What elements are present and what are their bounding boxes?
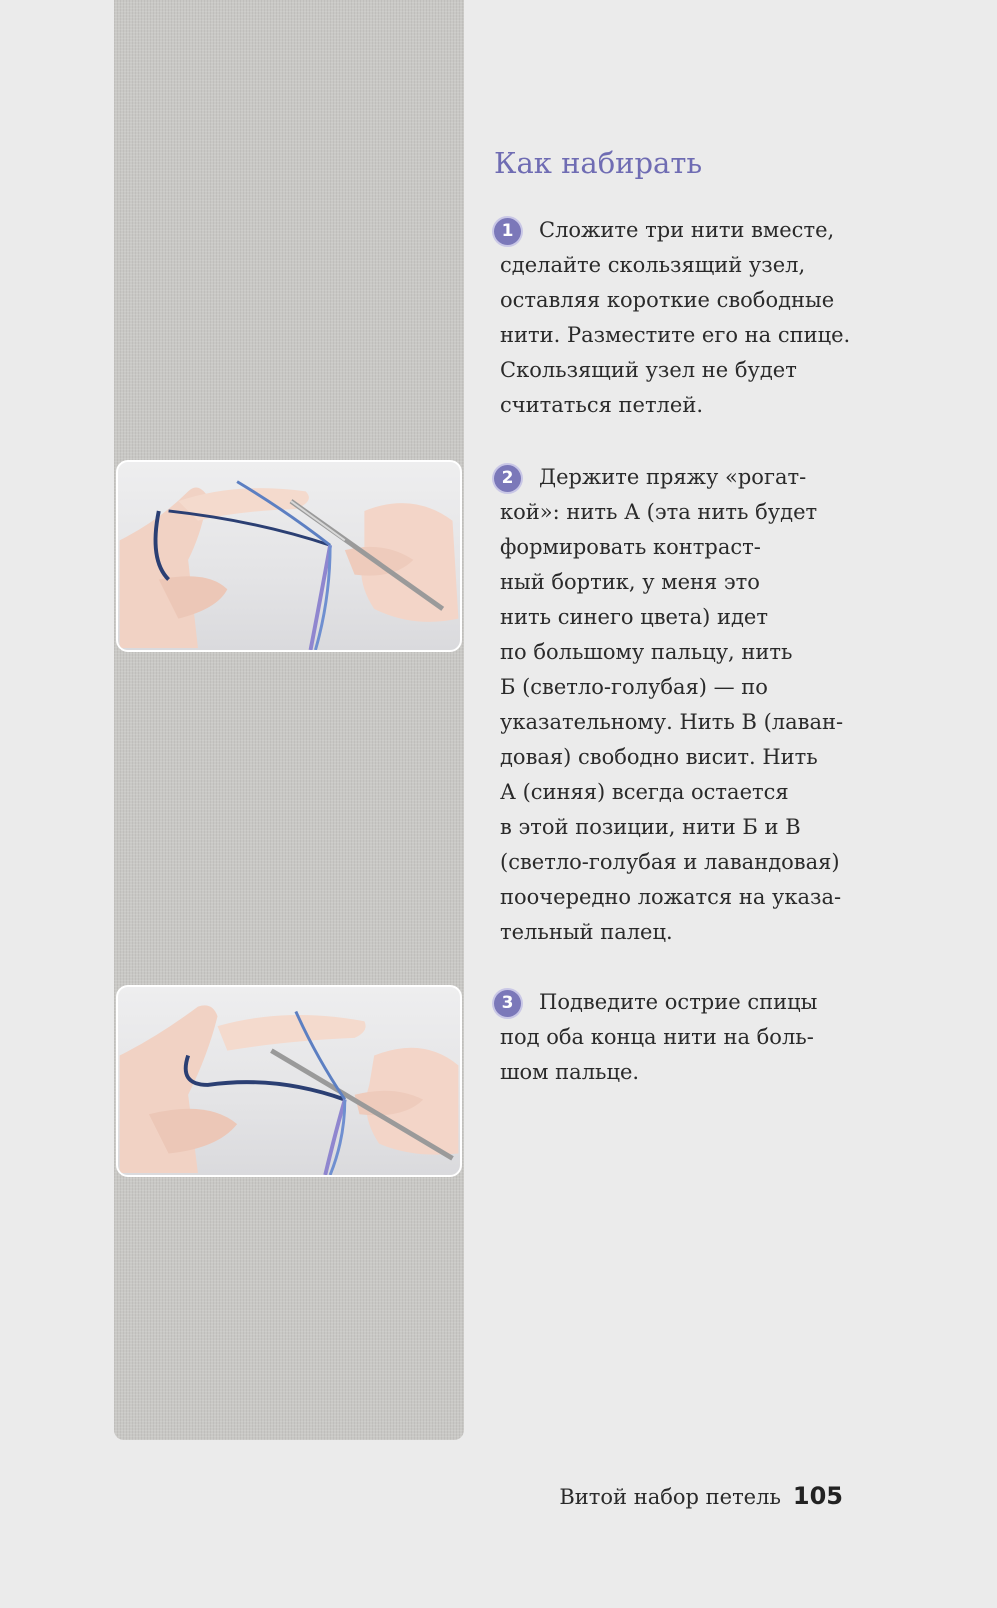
step-line: Б (светло-голубая) — по bbox=[500, 675, 768, 699]
canvas-texture-strip bbox=[114, 0, 464, 1440]
step-line: поочередно ложатся на указа- bbox=[500, 885, 842, 909]
step-line: по большому пальцу, нить bbox=[500, 640, 793, 664]
step-line: нити. Разместите его на спице. bbox=[500, 323, 851, 347]
step-line: 2 Держите пряжу «рогат- bbox=[500, 460, 860, 495]
step-line: довая) свободно висит. Нить bbox=[500, 745, 818, 769]
knitting-photo-step-3 bbox=[116, 985, 462, 1177]
step-line: оставляя короткие свободные bbox=[500, 288, 835, 312]
step-line: кой»: нить А (эта нить будет bbox=[500, 500, 818, 524]
step-line: ный бортик, у меня это bbox=[500, 570, 760, 594]
step-line: нить синего цвета) идет bbox=[500, 605, 768, 629]
step-3-paragraph bbox=[500, 985, 860, 1090]
step-line: А (синяя) всегда остается bbox=[500, 780, 789, 804]
running-title: Витой набор петель bbox=[559, 1485, 781, 1509]
step-line: под оба конца нити на боль- bbox=[500, 1025, 814, 1049]
step-line: тельный палец. bbox=[500, 920, 673, 944]
step-line: в этой позиции, нити Б и В bbox=[500, 815, 801, 839]
step-line: (светло-голубая и лавандовая) bbox=[500, 850, 840, 874]
step-number-badge: 2 bbox=[494, 465, 521, 492]
step-line: Скользящий узел не будет bbox=[500, 358, 797, 382]
step-line: формировать контраст- bbox=[500, 535, 761, 559]
step-1-paragraph bbox=[500, 213, 860, 423]
hands-yarn-illustration bbox=[118, 987, 460, 1175]
step-2-paragraph bbox=[500, 460, 860, 950]
step-line: сделайте скользящий узел, bbox=[500, 253, 806, 277]
step-number-badge: 1 bbox=[494, 218, 521, 245]
step-number-badge: 3 bbox=[494, 990, 521, 1017]
step-line: 1 Сложите три нити вместе, bbox=[500, 213, 860, 248]
knitting-photo-step-2 bbox=[116, 460, 462, 652]
step-line: шом пальце. bbox=[500, 1060, 640, 1084]
page-number: 105 bbox=[792, 1482, 843, 1510]
step-line: указательному. Нить В (лаван- bbox=[500, 710, 844, 734]
hands-yarn-illustration bbox=[118, 462, 460, 650]
step-line: 3 Подведите острие спицы bbox=[500, 985, 860, 1020]
step-line: считаться петлей. bbox=[500, 393, 703, 417]
section-heading: Как набирать bbox=[494, 146, 703, 180]
page-footer bbox=[559, 1482, 843, 1510]
